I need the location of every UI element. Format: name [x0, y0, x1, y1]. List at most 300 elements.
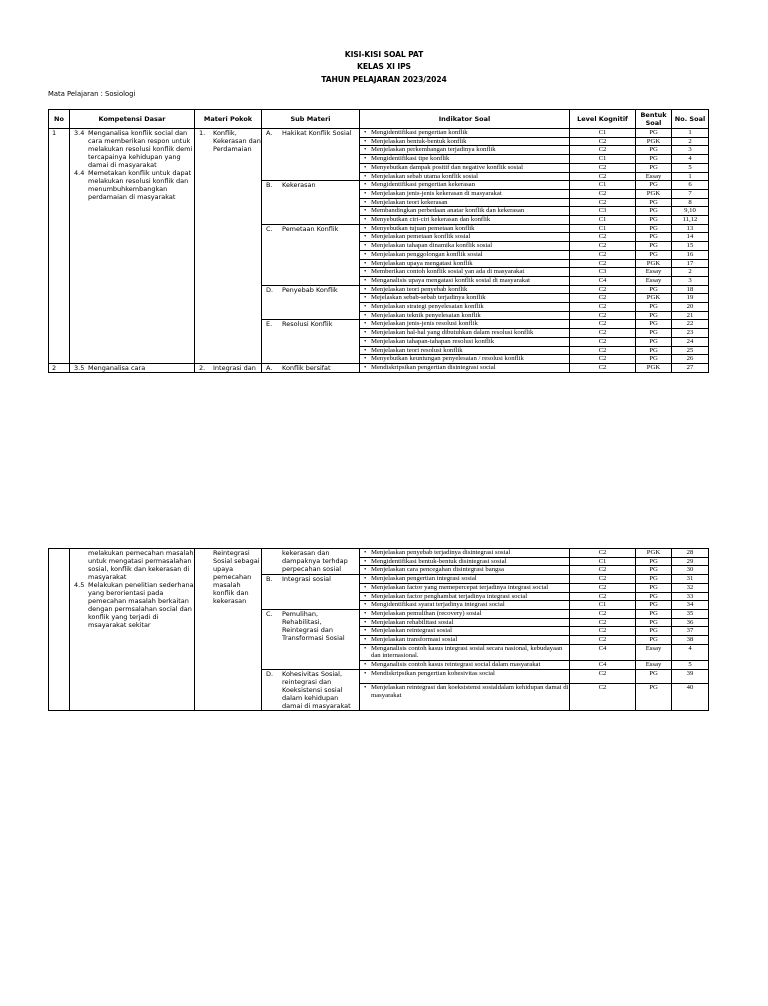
nomor-soal-value: 13	[686, 224, 694, 232]
col-mp: Materi Pokok	[195, 110, 262, 129]
nomor-soal	[672, 303, 709, 312]
indicator-cell	[360, 566, 570, 575]
bentuk-soal	[636, 592, 672, 601]
indicator-item	[364, 277, 569, 285]
indicator-text: Menjelaskan factor yang memepercepat terjadinya integrasi social	[371, 583, 549, 591]
bentuk-soal-value: PG	[649, 250, 658, 258]
nomor-soal	[672, 268, 709, 277]
nomor-soal-value: 27	[686, 363, 694, 371]
indicator-cell	[360, 337, 570, 346]
kd-item	[74, 129, 194, 169]
bentuk-soal-value: PGK	[646, 259, 661, 267]
nomor-soal-value: 1	[688, 129, 692, 136]
bentuk-soal	[636, 549, 672, 558]
level-kognitif-value: C2	[598, 363, 607, 371]
indicator-text: Menganalisis upaya mengatasi konflik sosial di masyarakat	[371, 276, 530, 284]
indicator-text: Menyebutkan dampak positif dan negative konflik sosial	[371, 163, 523, 171]
nomor-soal-value: 5	[688, 163, 692, 171]
kd-item	[74, 169, 194, 201]
indicator-item	[364, 268, 569, 276]
sub-materi-cell	[262, 285, 360, 320]
level-kognitif-value: C1	[598, 224, 607, 232]
indicator-item	[364, 199, 569, 207]
nomor-soal	[672, 146, 709, 155]
kd-text: Memetakan konflik untuk dapat melakukan resolusi konflik dan menumbuhkembangkan perdamaian di masyarakat	[88, 169, 192, 201]
sub-materi-text: Resolusi Konflik	[282, 320, 333, 329]
sub-materi-letter: C.	[266, 224, 273, 233]
header-row	[49, 110, 709, 129]
indicator-cell	[360, 268, 570, 277]
indicator-text: Menjelaskan bentuk-bentuk konflik	[371, 137, 467, 145]
indicator-item	[364, 181, 569, 189]
level-kognitif	[570, 355, 636, 364]
indicator-cell	[360, 242, 570, 251]
indicator-text: Menjelaskan upaya mengatasi konflik	[371, 259, 473, 267]
row-number: 1	[52, 129, 57, 137]
bullet-icon: •	[364, 189, 367, 197]
nomor-soal-value: 36	[686, 618, 694, 626]
materi-number: 2.	[199, 363, 206, 372]
indicator-cell	[360, 155, 570, 164]
indicator-item	[364, 364, 569, 372]
level-kognitif-value: C2	[598, 627, 607, 635]
sub-materi-text: Integrasi sosial	[282, 575, 331, 584]
nomor-soal-value: 24	[686, 337, 694, 345]
level-kognitif-value: C2	[598, 566, 607, 574]
nomor-soal	[672, 198, 709, 207]
level-kognitif-value: C2	[598, 618, 607, 626]
bentuk-soal-value: PG	[649, 684, 658, 692]
sub-materi-letter	[266, 549, 282, 573]
bullet-icon: •	[364, 285, 367, 293]
indicator-cell	[360, 146, 570, 155]
nomor-soal-value: 22	[686, 320, 694, 328]
bentuk-soal	[636, 557, 672, 566]
nomor-soal	[672, 137, 709, 146]
indicator-cell	[360, 549, 570, 558]
level-kognitif-value: C2	[598, 592, 607, 600]
indicator-text: Menjelaskan penyebab terjadinya disintegrasi sosial	[371, 549, 511, 556]
indicator-cell	[360, 592, 570, 601]
nomor-soal	[672, 181, 709, 190]
bentuk-soal-value: PG	[649, 337, 658, 345]
level-kognitif-value: C2	[598, 337, 607, 345]
nomor-soal-value: 4	[688, 644, 692, 652]
nomor-soal-value: 21	[686, 311, 694, 319]
indicator-text: Menjelaskan teori penyebab konflik	[371, 285, 468, 293]
indicator-item	[364, 661, 569, 669]
table-row	[49, 129, 709, 138]
bullet-icon: •	[364, 137, 367, 145]
indicator-cell	[360, 627, 570, 636]
bentuk-soal	[636, 137, 672, 146]
indicator-cell	[360, 644, 570, 660]
level-kognitif	[570, 294, 636, 303]
indicator-cell	[360, 294, 570, 303]
level-kognitif	[570, 259, 636, 268]
sub-materi-letter: B.	[266, 575, 273, 584]
bullet-icon: •	[364, 311, 367, 319]
bentuk-soal	[636, 661, 672, 670]
table-row	[49, 549, 709, 558]
indicator-item	[364, 584, 569, 592]
indicator-item	[364, 303, 569, 311]
bentuk-soal-value: PG	[649, 129, 658, 136]
indicator-text: Menjelaskan teori resolusi konflik	[371, 346, 463, 354]
indicator-item	[364, 684, 569, 699]
bentuk-soal-value: PG	[649, 618, 658, 626]
nomor-soal-value: 38	[686, 636, 694, 644]
level-kognitif-value: C2	[598, 583, 607, 591]
kd-text: Menganalisa konflik social dan cara memberikan respon untuk melakukan resolusi konflik demi tercapainya kehidupan yang damai di masyarakat	[88, 129, 193, 169]
bentuk-soal-value: PG	[649, 636, 658, 644]
bentuk-soal	[636, 303, 672, 312]
indicator-item	[364, 636, 569, 644]
bentuk-soal-value: PG	[649, 566, 658, 574]
indicator-cell	[360, 259, 570, 268]
bentuk-soal-value: PG	[649, 242, 658, 250]
col-ns: No. Soal	[672, 110, 709, 129]
indicator-item	[364, 627, 569, 635]
level-kognitif	[570, 684, 636, 711]
indicator-item	[364, 225, 569, 233]
bullet-icon: •	[364, 592, 367, 600]
nomor-soal	[672, 566, 709, 575]
indicator-cell	[360, 129, 570, 138]
sub-materi-text: Pemulihan, Rehabilitasi, Reintegrasi dan Transformasi Sosial	[282, 609, 345, 642]
indicator-item	[364, 251, 569, 259]
indicator-text: Mendiskripsikan pengertian kohesivitas social	[371, 669, 495, 677]
indicator-item	[364, 138, 569, 146]
indicator-text: Menyebutkan keuntungan penyelesaian / resolusi konflik	[371, 355, 524, 363]
indicator-item	[364, 129, 569, 137]
kd-item	[74, 549, 194, 581]
bentuk-soal-value: Essay	[645, 644, 662, 652]
bentuk-soal	[636, 268, 672, 277]
bentuk-soal-value: PG	[649, 303, 658, 311]
materi-number: 1.	[199, 129, 206, 137]
kd-text: melakukan pemecahan masalah untuk mengatasi permasalahan sosial, konflik dan kekerasan di masyarakat	[88, 549, 194, 581]
indicator-cell	[360, 303, 570, 312]
indicator-cell	[360, 363, 570, 372]
bentuk-soal-value: PG	[649, 233, 658, 241]
bullet-icon: •	[364, 329, 367, 337]
nomor-soal-value: 3	[688, 276, 692, 284]
indicator-item	[364, 619, 569, 627]
sub-materi-letter: A.	[266, 363, 273, 372]
bentuk-soal-value: PG	[649, 224, 658, 232]
indicator-item	[364, 610, 569, 618]
level-kognitif	[570, 276, 636, 285]
bentuk-soal	[636, 311, 672, 320]
indicator-cell	[360, 329, 570, 338]
nomor-soal	[672, 285, 709, 294]
col-sm: Sub Materi	[262, 110, 360, 129]
indicator-text: Menjelaskan reintegrasi sosial	[371, 627, 452, 635]
kompetensi-dasar-cell	[70, 549, 195, 711]
level-kognitif-value: C2	[598, 669, 607, 677]
kd-list	[74, 129, 194, 201]
bullet-icon: •	[364, 320, 367, 328]
col-bs: Bentuk Soal	[636, 110, 672, 129]
indicator-text: Menjelaskan pemulihan (recovery) sosial	[371, 609, 482, 617]
level-kognitif-value: C2	[598, 198, 607, 206]
level-kognitif	[570, 129, 636, 138]
indicator-text: Menganalisis contoh kasus reintegrasi social dalam masyarakat	[371, 661, 541, 669]
level-kognitif	[570, 592, 636, 601]
col-lk: Level Kognitif	[570, 110, 636, 129]
col-no: No	[49, 110, 70, 129]
bentuk-soal	[636, 276, 672, 285]
bullet-icon: •	[364, 669, 367, 677]
nomor-soal-value: 3	[688, 146, 692, 154]
indicator-item	[364, 575, 569, 583]
level-kognitif	[570, 661, 636, 670]
indicator-cell	[360, 583, 570, 592]
level-kognitif	[570, 242, 636, 251]
bentuk-soal	[636, 198, 672, 207]
bentuk-soal	[636, 684, 672, 711]
level-kognitif-value: C2	[598, 684, 607, 692]
bentuk-soal	[636, 172, 672, 181]
level-kognitif-value: C2	[598, 146, 607, 154]
level-kognitif	[570, 346, 636, 355]
indicator-cell	[360, 198, 570, 207]
materi-pokok-cell	[195, 363, 262, 372]
subject-label: Mata Pelajaran : Sosiologi	[48, 90, 136, 98]
sub-materi-cell	[262, 181, 360, 225]
sub-materi-text: Kohesivitas Sosial, reintegrasi dan Koeksistensi sosial dalam kehidupan damai di masyarakat	[282, 669, 351, 710]
level-kognitif-value: C2	[598, 137, 607, 145]
row-number-cell	[49, 363, 70, 372]
level-kognitif	[570, 575, 636, 584]
indicator-text: Menjelaskan pengertian integrasi sosial	[371, 575, 477, 583]
nomor-soal	[672, 329, 709, 338]
indicator-text: Membandingkan perbedaan anatar konflik dan kekerasan	[371, 207, 525, 215]
indicator-item	[364, 207, 569, 215]
indicator-item	[364, 593, 569, 601]
sub-materi-cell	[262, 575, 360, 610]
col-kd: Kompetensi Dasar	[70, 110, 195, 129]
nomor-soal	[672, 661, 709, 670]
sub-materi-cell	[262, 669, 360, 710]
level-kognitif-value: C2	[598, 636, 607, 644]
indicator-cell	[360, 661, 570, 670]
bentuk-soal-value: PGK	[646, 137, 661, 145]
indicator-cell	[360, 575, 570, 584]
bentuk-soal-value: PGK	[646, 549, 661, 556]
indicator-text: Menjelaskan rehabilitasi sosial	[371, 618, 454, 626]
sub-materi	[262, 549, 359, 573]
indicator-item	[364, 190, 569, 198]
kd-number: 4.4	[74, 169, 85, 177]
indicator-text: Menjelaskan cara pencegahan disintegrasi bangsa	[371, 566, 504, 574]
bentuk-soal-value: PG	[649, 669, 658, 677]
bentuk-soal	[636, 189, 672, 198]
sub-materi-text: Penyebab Konflik	[282, 285, 338, 294]
indicator-item	[364, 645, 569, 660]
indicator-text: Mejelaskan sebab-sebab terjadinya konflik	[371, 294, 486, 302]
sub-materi	[262, 670, 359, 710]
level-kognitif	[570, 669, 636, 683]
indicator-cell	[360, 216, 570, 225]
sub-materi-text: Hakikat Konflik Sosial	[282, 129, 352, 137]
bentuk-soal-value: Essay	[645, 268, 662, 276]
nomor-soal	[672, 276, 709, 285]
sub-materi	[262, 129, 359, 137]
nomor-soal-value: 32	[686, 583, 694, 591]
indicator-cell	[360, 189, 570, 198]
bullet-icon: •	[364, 207, 367, 215]
indicator-text: Menjelaskan perkembangan terjadinya konflik	[371, 146, 496, 154]
kompetensi-dasar-cell	[70, 363, 195, 372]
bentuk-soal	[636, 329, 672, 338]
nomor-soal-value: 20	[686, 303, 694, 311]
nomor-soal	[672, 627, 709, 636]
indicator-cell	[360, 285, 570, 294]
indicator-cell	[360, 181, 570, 190]
indicator-cell	[360, 207, 570, 216]
level-kognitif	[570, 303, 636, 312]
level-kognitif-value: C2	[598, 329, 607, 337]
sub-materi	[262, 181, 359, 189]
bentuk-soal	[636, 155, 672, 164]
kd-number: 4.5	[74, 581, 85, 589]
level-kognitif	[570, 329, 636, 338]
indicator-item	[364, 549, 569, 557]
level-kognitif	[570, 618, 636, 627]
level-kognitif-value: C3	[598, 207, 607, 215]
bullet-icon: •	[364, 549, 367, 556]
materi-pokok	[199, 364, 261, 372]
bentuk-soal-value: PG	[649, 355, 658, 363]
indicator-item	[364, 233, 569, 241]
indicator-text: Mengidentifikasi pengertian kekerasan	[371, 181, 475, 189]
materi-number-empty	[199, 549, 213, 605]
level-kognitif	[570, 198, 636, 207]
materi-text: Konflik, Kekerasan dan Perdamaian	[213, 129, 261, 153]
level-kognitif-value: C2	[598, 575, 607, 583]
kompetensi-dasar-cell	[70, 129, 195, 364]
bullet-icon: •	[364, 129, 367, 136]
bentuk-soal	[636, 259, 672, 268]
indicator-item	[364, 566, 569, 574]
level-kognitif-value: C4	[598, 276, 607, 284]
indicator-text: Menjelaskan transformasi sosial	[371, 636, 458, 644]
nomor-soal	[672, 233, 709, 242]
nomor-soal-value: 31	[686, 575, 694, 583]
nomor-soal-value: 6	[688, 181, 692, 189]
bentuk-soal-value: PGK	[646, 189, 661, 197]
level-kognitif	[570, 250, 636, 259]
indicator-cell	[360, 618, 570, 627]
sub-materi-letter: E.	[266, 320, 273, 329]
indicator-cell	[360, 224, 570, 233]
level-kognitif-value: C1	[598, 557, 607, 565]
bullet-icon: •	[364, 276, 367, 284]
nomor-soal	[672, 207, 709, 216]
doc-title-3: TAHUN PELAJARAN 2023/2024	[321, 75, 447, 84]
indicator-text: Mengidentifikasi pengertian konflik	[371, 129, 468, 136]
nomor-soal	[672, 172, 709, 181]
bentuk-soal-value: Essay	[645, 172, 662, 180]
indicator-item	[364, 329, 569, 337]
indicator-text: Menjelaskan hal-hal yang dibutuhkan dalam resolusi konflik	[371, 329, 534, 337]
nomor-soal-value: 4	[688, 155, 692, 163]
level-kognitif	[570, 627, 636, 636]
level-kognitif-value: C4	[598, 661, 607, 669]
bullet-icon: •	[364, 303, 367, 311]
bentuk-soal	[636, 609, 672, 618]
level-kognitif-value: C2	[598, 285, 607, 293]
bentuk-soal	[636, 216, 672, 225]
bentuk-soal	[636, 627, 672, 636]
nomor-soal-value: 37	[686, 627, 694, 635]
level-kognitif	[570, 557, 636, 566]
nomor-soal	[672, 311, 709, 320]
indicator-cell	[360, 137, 570, 146]
bentuk-soal-value: PG	[649, 329, 658, 337]
bullet-icon: •	[364, 146, 367, 154]
nomor-soal	[672, 609, 709, 618]
indicator-item	[364, 601, 569, 609]
level-kognitif	[570, 601, 636, 610]
bullet-icon: •	[364, 627, 367, 635]
level-kognitif-value: C1	[598, 601, 607, 609]
level-kognitif-value: C2	[598, 346, 607, 354]
level-kognitif	[570, 163, 636, 172]
nomor-soal	[672, 684, 709, 711]
level-kognitif-value: C2	[598, 189, 607, 197]
bentuk-soal	[636, 575, 672, 584]
bullet-icon: •	[364, 566, 367, 574]
level-kognitif	[570, 146, 636, 155]
level-kognitif-value: C4	[598, 644, 607, 652]
level-kognitif-value: C2	[598, 163, 607, 171]
kd-item	[74, 364, 194, 372]
indicator-text: Mengidentifikasi tipe konflik	[371, 155, 450, 163]
indicator-cell	[360, 636, 570, 645]
bentuk-soal-value: PG	[649, 583, 658, 591]
col-ind: Indikator Soal	[360, 110, 570, 129]
level-kognitif	[570, 172, 636, 181]
bullet-icon: •	[364, 172, 367, 180]
level-kognitif-value: C2	[598, 311, 607, 319]
bullet-icon: •	[364, 224, 367, 232]
nomor-soal	[672, 129, 709, 138]
indicator-cell	[360, 172, 570, 181]
nomor-soal	[672, 250, 709, 259]
level-kognitif	[570, 189, 636, 198]
indicator-item	[364, 347, 569, 355]
nomor-soal-value: 16	[686, 250, 694, 258]
bentuk-soal	[636, 618, 672, 627]
level-kognitif-value: C2	[598, 355, 607, 363]
bentuk-soal	[636, 355, 672, 364]
level-kognitif	[570, 224, 636, 233]
bentuk-soal	[636, 181, 672, 190]
bentuk-soal-value: PG	[649, 181, 658, 189]
indicator-item	[364, 260, 569, 268]
indicator-item	[364, 173, 569, 181]
bullet-icon: •	[364, 259, 367, 267]
indicator-text: Menjelaskan jenis-jenis resolusi konflik	[371, 320, 478, 328]
indicator-item	[364, 670, 569, 678]
bentuk-soal-value: PGK	[646, 363, 661, 371]
indicator-item	[364, 155, 569, 163]
bullet-icon: •	[364, 294, 367, 302]
indicator-text: Memberikan contoh konflik sosial yan ada di masyarakat	[371, 268, 525, 276]
